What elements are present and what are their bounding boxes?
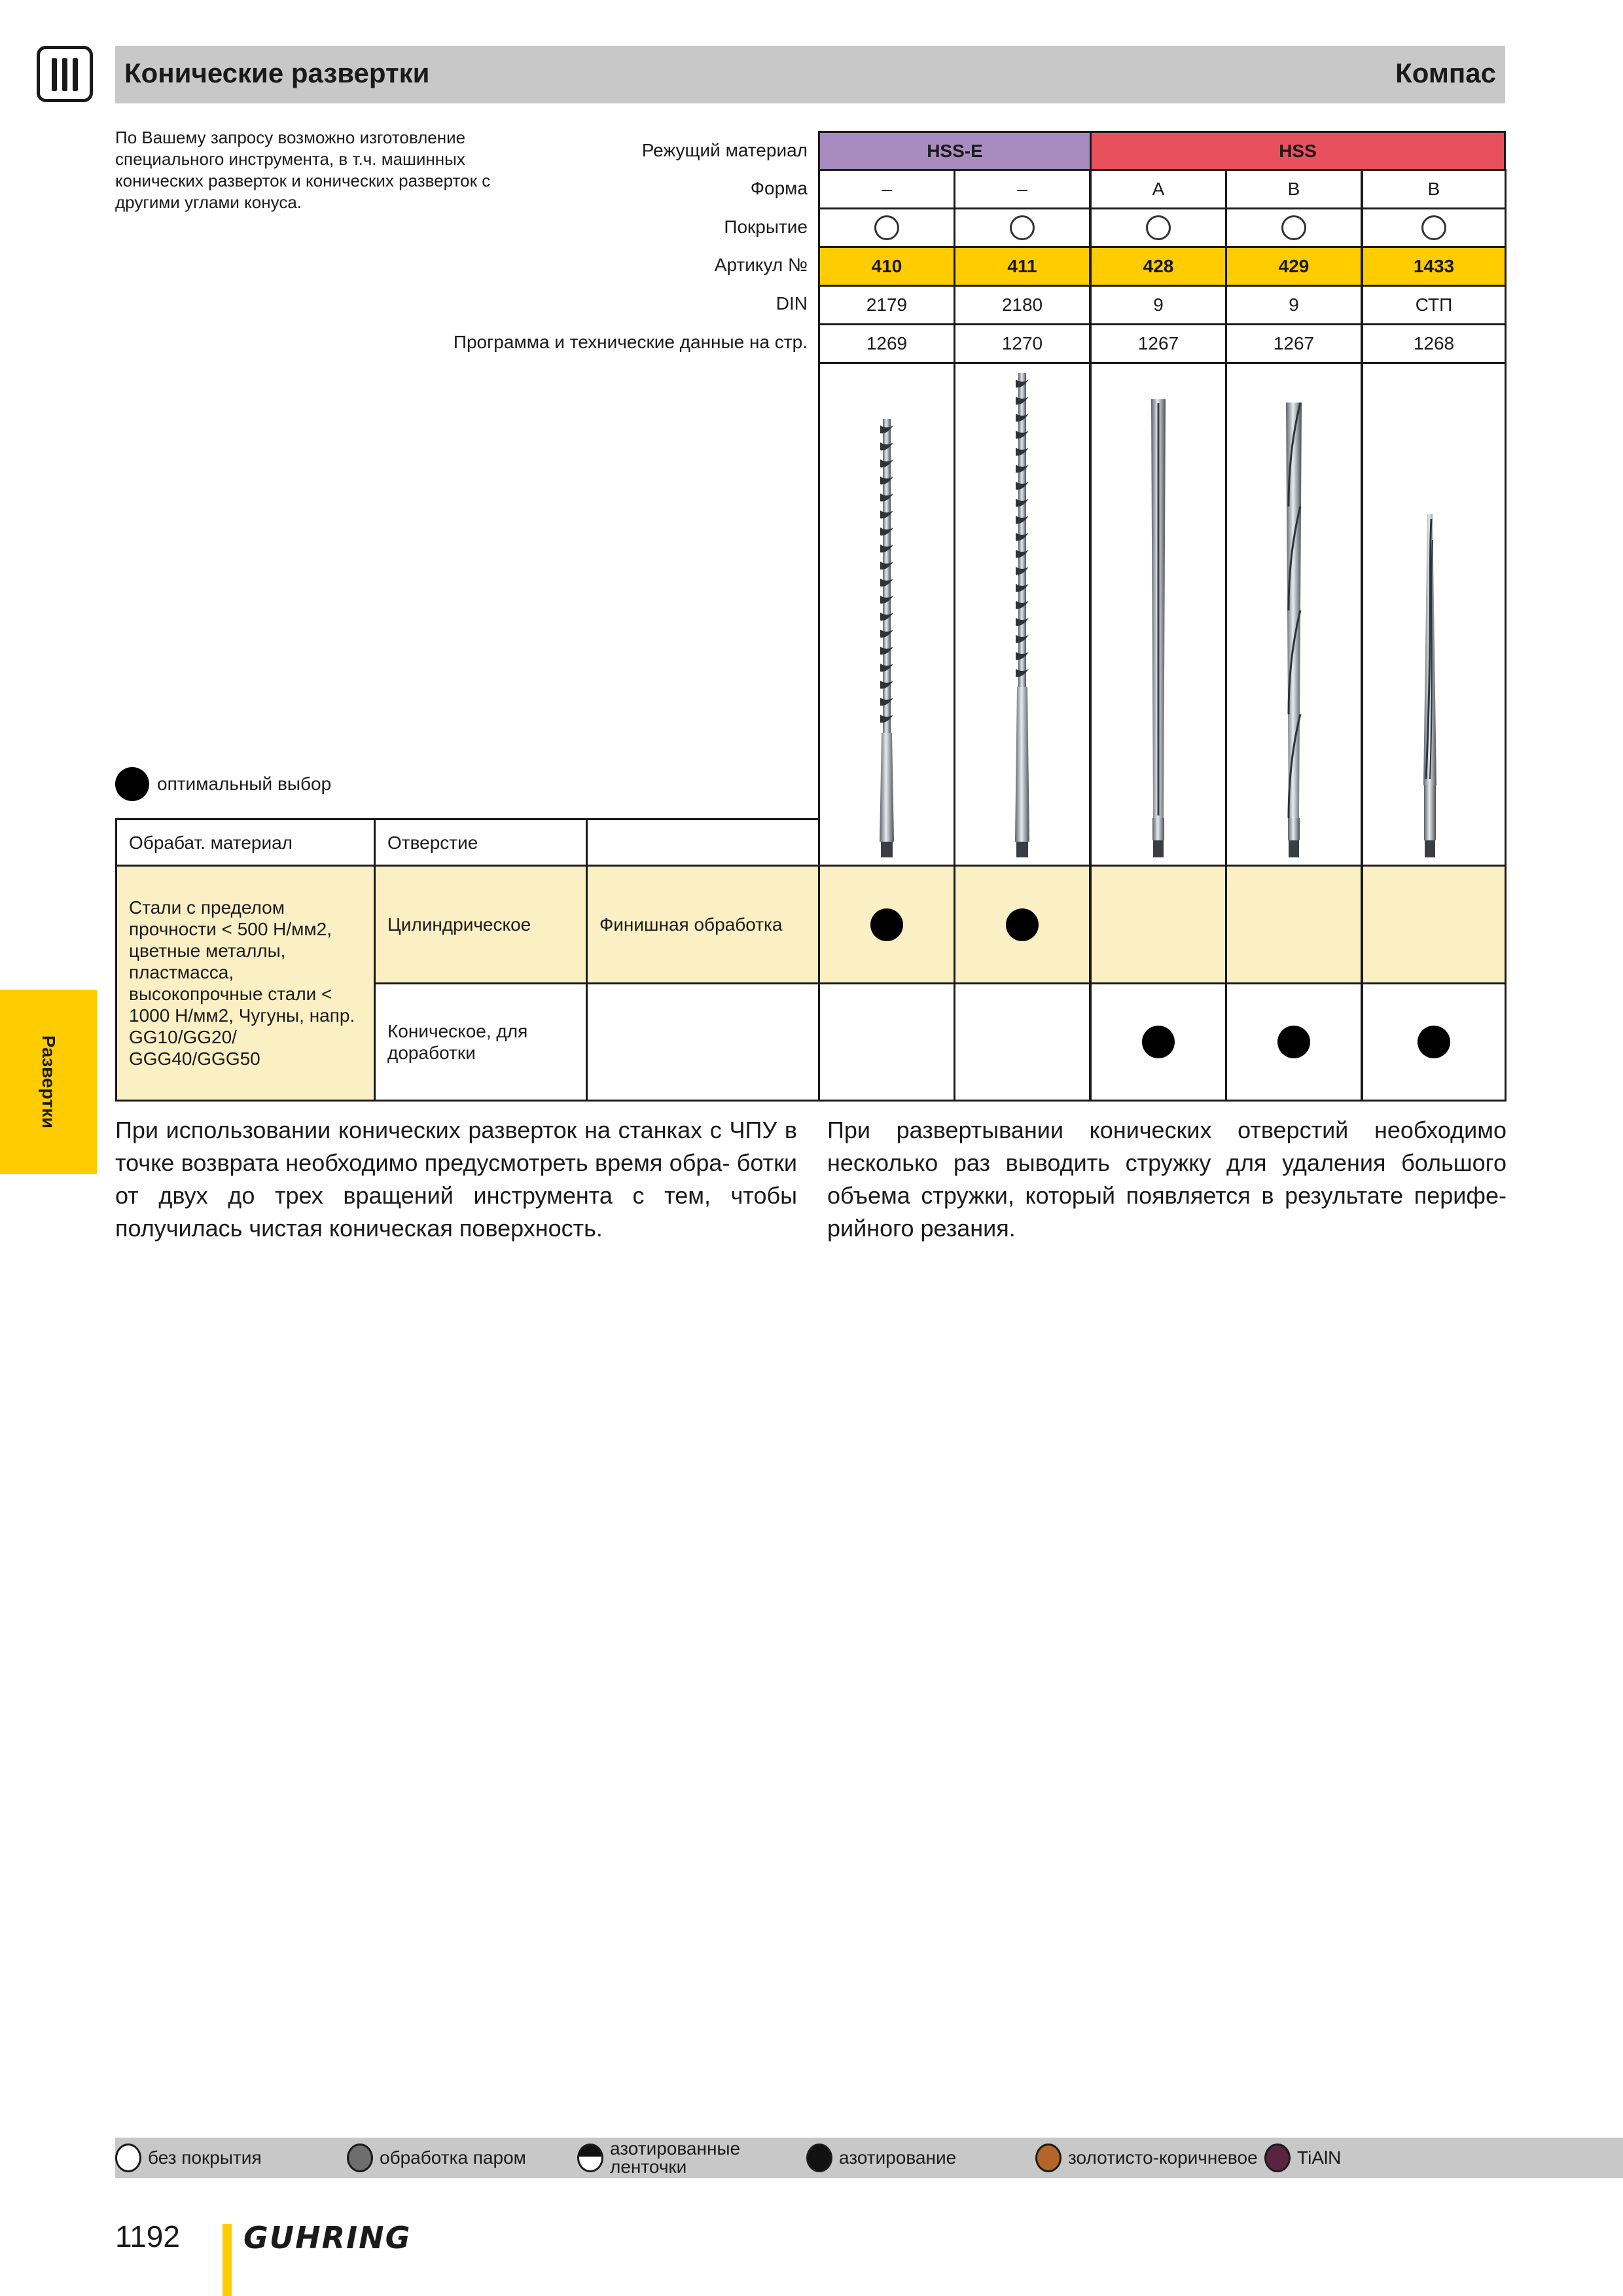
- program-page-cell-2: 1270: [954, 323, 1091, 364]
- label-article: Артикул №: [714, 255, 808, 275]
- table-row-1-hole: Цилиндрическое: [374, 865, 588, 984]
- uncoated-icon: [1146, 215, 1171, 240]
- program-page-cell-4: 1267: [1225, 323, 1363, 364]
- din-cell-5: СТП: [1361, 285, 1507, 325]
- footer-accent-bar: [223, 2224, 232, 2296]
- table-material-cell: [115, 865, 376, 1102]
- reamer-4-icon: [1274, 403, 1313, 857]
- mark-cell-r1-c5: [1361, 865, 1507, 984]
- label-program: Программа и технические данные на стр.: [453, 332, 808, 352]
- din-cell-3: 9: [1090, 285, 1227, 325]
- coating-legend-item: [347, 2139, 569, 2177]
- coating-legend-label: азотированные ленточки: [610, 2138, 741, 2177]
- section-label: Компас: [1395, 58, 1496, 88]
- coating-legend-item: [806, 2139, 1029, 2177]
- coating-cell-2: [954, 207, 1091, 248]
- label-material: Режущий материал: [641, 140, 808, 160]
- optimal-dot-icon: [1277, 1026, 1310, 1058]
- mark-cell-r1-c2: [954, 865, 1091, 984]
- form-cell-1: –: [818, 169, 955, 209]
- table-row-2-hole: Коническое, для доработки: [374, 982, 588, 1102]
- program-page-cell-5: 1268: [1361, 323, 1507, 364]
- mark-cell-r2-c5: [1361, 982, 1507, 1102]
- optimal-dot-icon: [1006, 908, 1039, 941]
- note-right: При развертывании конических отверстий необходимо несколько раз выводить стружку для удаления большого объема стружки, который появляется в результате перифе- рийного резания.: [827, 1117, 1507, 1242]
- brand-logo: GUHRING: [243, 2220, 412, 2255]
- uncoated-icon: [115, 2144, 141, 2172]
- reamer-5-icon: [1410, 514, 1450, 857]
- form-cell-5: B: [1361, 169, 1507, 209]
- mark-cell-r2-c4: [1225, 982, 1363, 1102]
- gold-brown-icon: [1035, 2144, 1061, 2172]
- article-cell-4: 429: [1225, 246, 1363, 287]
- din-cell-4: 9: [1225, 285, 1363, 325]
- form-cell-4: B: [1225, 169, 1363, 209]
- nitrided-lands-icon: [577, 2144, 603, 2172]
- mark-cell-r1-c4: [1225, 865, 1363, 984]
- page-number: 1192: [115, 2219, 180, 2253]
- mark-cell-r1-c1: [818, 865, 955, 984]
- mark-cell-r1-c3: [1090, 865, 1227, 984]
- reamer-3-icon: [1139, 399, 1178, 857]
- intro-text: По Вашему запросу возможно изготовление специального инструмента, в т.ч. машинных конических разверток и конических разверток с другими углами конуса.: [115, 128, 491, 212]
- side-tab-label: Развертки: [39, 1035, 59, 1129]
- table-head-hole: Отверстие: [374, 818, 588, 867]
- label-coating: Покрытие: [724, 217, 808, 237]
- din-cell-2: 2180: [954, 285, 1091, 325]
- optimal-dot-icon: [1418, 1026, 1450, 1058]
- label-din: DIN: [776, 293, 808, 314]
- coating-legend-label: TiAlN: [1297, 2147, 1342, 2168]
- coating-cell-3: [1090, 207, 1227, 248]
- coating-legend-label: золотисто-коричневое: [1068, 2147, 1258, 2168]
- uncoated-icon: [1421, 215, 1446, 240]
- mark-cell-r2-c3: [1090, 982, 1227, 1102]
- coating-legend-item: [577, 2139, 793, 2177]
- reamer-1-icon: [867, 419, 906, 857]
- mark-cell-r2-c1: [818, 982, 955, 1102]
- article-cell-3: 428: [1090, 246, 1227, 287]
- form-cell-3: A: [1090, 169, 1227, 209]
- optimal-dot-icon: [1142, 1026, 1175, 1058]
- legend-optimal-text: оптимальный выбор: [157, 774, 332, 794]
- tialn-icon: [1264, 2144, 1291, 2172]
- uncoated-icon: [1281, 215, 1306, 240]
- coating-legend-label: азотирование: [839, 2147, 957, 2168]
- coating-legend-label: обработка паром: [380, 2147, 526, 2168]
- uncoated-icon: [1010, 215, 1035, 240]
- label-form: Форма: [750, 178, 808, 198]
- coating-legend-item: [1264, 2139, 1487, 2177]
- program-page-cell-3: 1267: [1090, 323, 1227, 364]
- coating-cell-4: [1225, 207, 1363, 248]
- material-description: Стали с пределом прочности < 500 Н/мм2, цветные металлы, пластмасса, высокопрочные стали < 1000 Н/мм2, Чугуны, напр. GG10/GG20/ GGG40/GGG50: [129, 897, 355, 1069]
- coating-legend-label: без покрытия: [148, 2147, 262, 2168]
- table-row-1-operation: Финишная обработка: [586, 865, 820, 984]
- optimal-dot-icon: [115, 767, 149, 801]
- table-head-material: Обрабат. материал: [115, 818, 376, 867]
- material-hss-e: HSS-E: [818, 131, 1092, 171]
- din-cell-1: 2179: [818, 285, 955, 325]
- article-cell-2: 411: [954, 246, 1091, 287]
- coating-legend-item: [1035, 2139, 1258, 2177]
- article-cell-5: 1433: [1361, 246, 1507, 287]
- optimal-dot-icon: [870, 908, 903, 941]
- coating-cell-1: [818, 207, 955, 248]
- note-left: При использовании конических разверток на станках с ЧПУ в точке возврата необходимо предусмотреть время обра- ботки от двух до трех вращений инструмента с тем, чтобы получилась чистая коническая поверхность.: [115, 1117, 797, 1242]
- table-head-blank: [586, 818, 820, 867]
- material-hss: HSS: [1090, 131, 1506, 171]
- mark-cell-r2-c2: [954, 982, 1091, 1102]
- article-cell-1: 410: [818, 246, 955, 287]
- header-band: [115, 46, 1505, 103]
- steam-treated-icon: [347, 2144, 373, 2172]
- uncoated-icon: [874, 215, 899, 240]
- nitrided-icon: [806, 2144, 832, 2172]
- page-title: Конические развертки: [124, 58, 430, 88]
- coating-cell-5: [1361, 207, 1507, 248]
- coating-legend-item: [115, 2139, 338, 2177]
- category-icon: [37, 46, 93, 102]
- program-page-cell-1: 1269: [818, 323, 955, 364]
- reamer-2-icon: [1003, 373, 1042, 857]
- form-cell-2: –: [954, 169, 1091, 209]
- table-row-2-operation: [586, 982, 820, 1102]
